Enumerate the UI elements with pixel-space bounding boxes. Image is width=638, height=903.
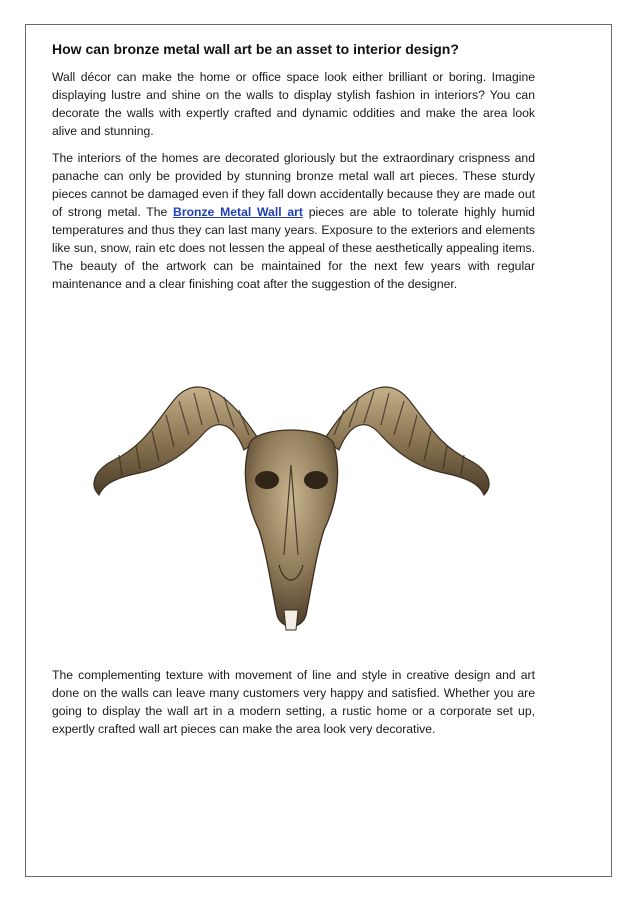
paragraph-bronze-pieces (52, 149, 535, 293)
document-title: How can bronze metal wall art be an asset to interior design? (52, 41, 459, 57)
closing-section (52, 666, 535, 747)
ram-skull-wall-art-image (74, 355, 509, 655)
bronze-metal-wall-art-link[interactable]: Bronze Metal Wall art (173, 205, 303, 219)
paragraph-text-before-link: The interiors of the homes are decorated gloriously but the extraordinary crispness and panache can only be provided by stunning bronze metal wall art pieces. These sturdy pieces cannot be damaged even if they fall down accidentally because they are made out of strong metal. The (52, 151, 535, 219)
paragraph-intro: Wall décor can make the home or office space look either brilliant or boring. Imagine displaying lustre and shine on the walls to display stylish fashion in interiors? You can decorate the walls with expertly crafted and dynamic oddities and make the area look alive and stunning. (52, 70, 535, 138)
left-eye-socket (255, 471, 279, 489)
paragraph-text-after-link: pieces are able to tolerate highly humid temperatures and thus they can last many years. Exposure to the exteriors and elements like sun, snow, rain etc does not lessen the appeal of these aesthetically appealing items. The beauty of the artwork can be maintained for the next few years with regular maintenance and a clear finishing coat after the suggestion of the designer. (52, 205, 535, 291)
right-eye-socket (304, 471, 328, 489)
document-body (52, 40, 535, 302)
right-horn-shape (324, 387, 489, 495)
teeth-shape (284, 610, 298, 630)
paragraph-closing: The complementing texture with movement of line and style in creative design and art done on the walls can leave many customers very happy and satisfied. Whether you are going to display the wall art in a modern setting, a rustic home or a corporate set up, expertly crafted wall art pieces can make the area look very decorative. (52, 668, 535, 736)
left-horn-shape (94, 387, 259, 495)
skull-shape (245, 430, 337, 626)
